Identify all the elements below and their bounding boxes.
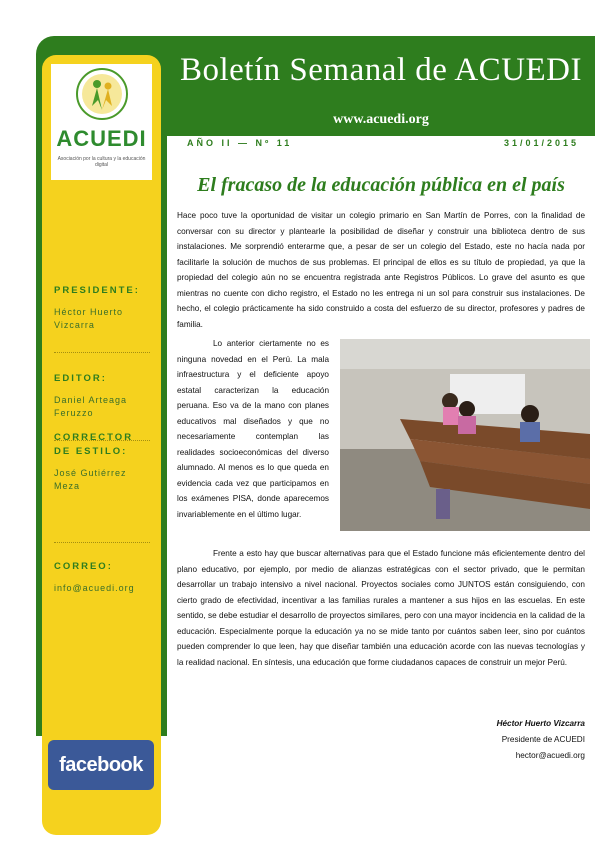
sidebar-divider: [54, 352, 150, 353]
article-paragraph-1: Hace poco tuve la oportunidad de visitar un colegio primario en San Martín de Porres, con la finalidad de conversar con su director y plantearle la posibilidad de diseñar y construir una biblioteca dentro de sus instalaciones. Me sorprendió enterarme que, a pesar de ser un colegio del Estado, este no hacía nada por facilitarle la solución de muchos de sus problemas. El principal de ellos es su título de propiedad, ya que la propiedad del colegio aún no se encuentra registrada ante Registros Públicos. Lo grave del asunto es que mientras no cuente con dicho registro, el Estado no les entrega ni un sol para construir sus instalaciones. De hecho, el colegio prácticamente ha sido construido a costa del esfuerzo de su director, profesores y padres de familia.: [177, 211, 585, 329]
editor-label: EDITOR:: [54, 373, 107, 384]
editor-name: Daniel Arteaga Feruzzo: [54, 395, 128, 418]
signature-role: Presidente de ACUEDI: [501, 735, 585, 744]
email-link[interactable]: info@acuedi.org: [54, 583, 135, 593]
logo-wordmark: ACUEDI: [56, 126, 147, 151]
email-section: [54, 560, 154, 595]
article-headline: El fracaso de la educación pública en el país: [197, 174, 565, 196]
classroom-photo: [340, 339, 590, 531]
bulletin-title: Boletín Semanal de ACUEDI: [179, 52, 583, 88]
issue-date: 31/01/2015: [503, 138, 579, 148]
header: [167, 36, 595, 136]
website-link[interactable]: www.acuedi.org: [333, 112, 429, 127]
sidebar-divider: [54, 542, 150, 543]
issue-number: AÑO II — Nº 11: [187, 138, 293, 148]
logo-emblem-icon: [76, 68, 128, 120]
signature-name: Héctor Huerto Vizcarra: [496, 719, 585, 728]
logo-tagline: Asociación por la cultura y la educación digital: [57, 156, 146, 168]
corrector-name: José Gutiérrez Meza: [54, 468, 127, 491]
article-paragraph-2: Lo anterior ciertamente no es ninguna novedad en el Perú. La mala infraestructura y el deficiente apoyo estatal caracterizan la educación peruana. Eso va de la mano con planes educativos mal diseñados y que no necesariamente contemplan las realidades socioeconómicas del diverso alumnado. Al menos es lo que queda en evidencia cada vez que participamos en los exámenes PISA, donde aparecemos invariablemente en el último lugar.: [177, 339, 329, 519]
sidebar: [42, 55, 161, 835]
signature-email[interactable]: hector@acuedi.org: [515, 751, 585, 760]
corrector-label: CORRECTOR DE ESTILO:: [54, 432, 134, 457]
editor-section: [54, 372, 154, 420]
corrector-section: [54, 431, 154, 493]
article-paragraph-3: Frente a esto hay que buscar alternativas para que el Estado funcione más eficientemente dentro del plano educativo, por ejemplo, por medio de alianzas estratégicas con el sector privado, que le permitan desarrollar un trabajo intensivo a nivel nacional. Proyectos sociales como JUNTOS están consiguiendo, con cierto grado de efectividad, incentivar a las familias rurales a mantener a sus hijos en las escuelas. En este sentido, se debe estudiar el desarrollo de proyectos similares, pero con una mayor incidencia en la calidad de la educación. Especialmente porque la educación ya no se mide tanto por cuántos saben leer, sino por cuántos pueden comprender lo que leen, hay que diseñar también una educación acorde con las nuevas tecnologías y la realidad nacional. En síntesis, una educación que forme ciudadanos capaces de construir un mejor Perú.: [177, 549, 585, 667]
email-label: CORREO:: [54, 561, 113, 572]
issue-bar: [187, 136, 579, 152]
facebook-button[interactable]: facebook: [48, 740, 154, 790]
president-section: [54, 284, 154, 332]
president-name: Héctor Huerto Vizcarra: [54, 307, 124, 330]
acuedi-logo: [51, 64, 152, 180]
president-label: PRESIDENTE:: [54, 285, 140, 296]
signature-block: [497, 716, 585, 764]
